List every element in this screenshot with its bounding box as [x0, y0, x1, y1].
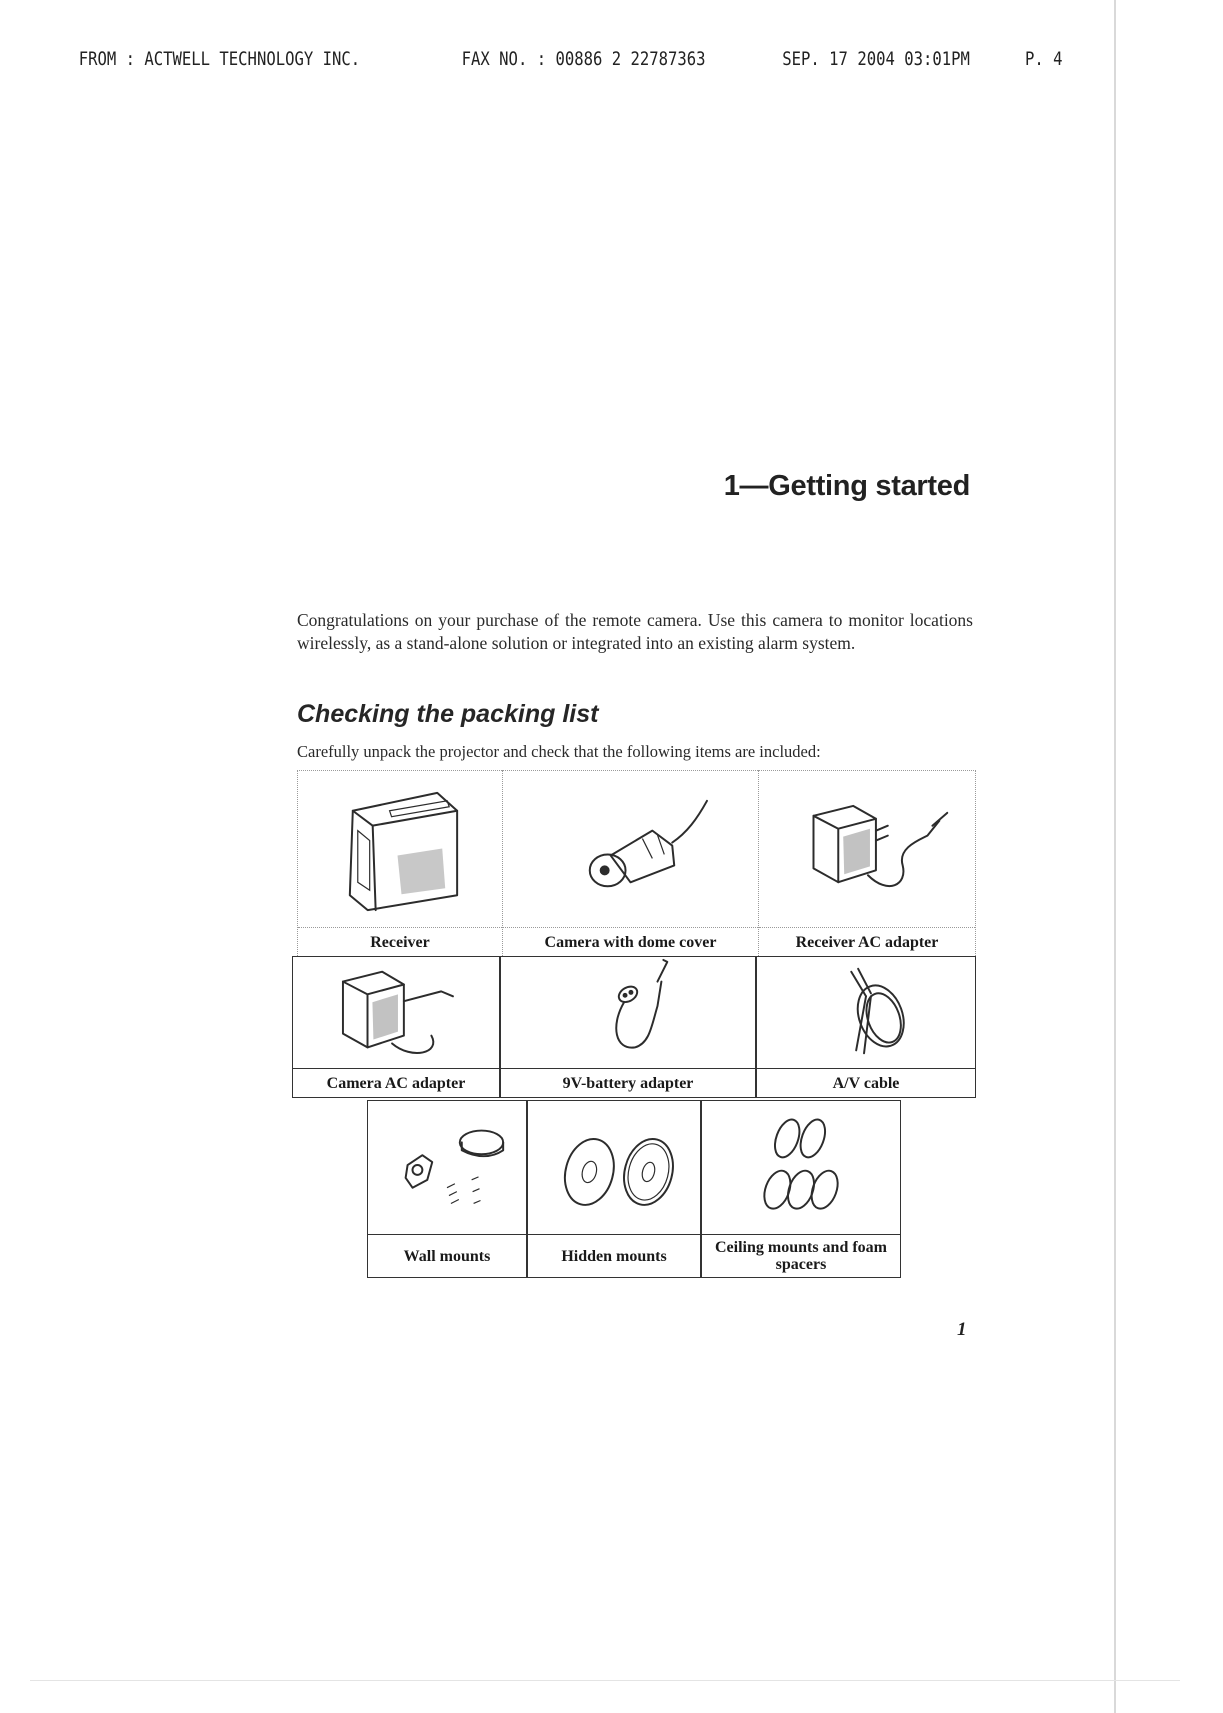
- item-label: Camera with dome cover: [503, 927, 758, 956]
- page-number: 1: [957, 1319, 967, 1340]
- packing-item-9v-battery-adapter: [500, 956, 756, 1098]
- page-divider: [30, 1680, 1180, 1681]
- packing-item-ceiling-mounts: [701, 1100, 901, 1278]
- fax-date: SEP. 17 2004 03:01PM: [782, 48, 970, 70]
- fax-from: FROM : ACTWELL TECHNOLOGY INC.: [78, 48, 361, 70]
- ac-adapter-icon: [759, 771, 975, 928]
- packing-item-receiver: [297, 770, 502, 956]
- item-label: Hidden mounts: [528, 1234, 700, 1277]
- chapter-title: 1—Getting started: [723, 470, 970, 502]
- item-label: Receiver: [298, 927, 502, 956]
- section-title: Checking the packing list: [297, 700, 599, 728]
- camera-icon: [503, 771, 758, 928]
- ceiling-mount-icon: [702, 1101, 900, 1235]
- item-label: 9V-battery adapter: [501, 1068, 755, 1097]
- intro-paragraph: Congratulations on your purchase of the remote camera. Use this camera to monitor locations wirelessly, as a stand-alone solution or integrated into an existing alarm system.: [297, 610, 973, 653]
- packing-item-av-cable: [756, 956, 976, 1098]
- ac-adapter-icon: [293, 957, 499, 1069]
- packing-item-hidden-mounts: [527, 1100, 701, 1278]
- fax-number: FAX NO. : 00886 2 22787363: [461, 48, 706, 70]
- item-label: A/V cable: [757, 1068, 975, 1097]
- section-text: Carefully unpack the projector and check that the following items are included:: [297, 742, 821, 761]
- receiver-icon: [298, 771, 502, 928]
- item-label: Camera AC adapter: [293, 1068, 499, 1097]
- item-label: Receiver AC adapter: [759, 927, 975, 956]
- fax-page-edge: [1114, 0, 1116, 1713]
- fax-page-number: P. 4: [1025, 48, 1063, 70]
- packing-item-camera-ac-adapter: [292, 956, 500, 1098]
- battery-adapter-icon: [501, 957, 755, 1069]
- av-cable-icon: [757, 957, 975, 1069]
- item-label: Wall mounts: [368, 1234, 526, 1277]
- packing-item-camera: [502, 770, 758, 956]
- item-label: Ceiling mounts and foam spacers: [702, 1234, 900, 1277]
- packing-item-receiver-ac-adapter: [758, 770, 976, 956]
- hidden-mount-icon: [528, 1101, 700, 1235]
- packing-item-wall-mounts: [367, 1100, 527, 1278]
- fax-header: [0, 48, 1063, 78]
- wall-mount-icon: [368, 1101, 526, 1235]
